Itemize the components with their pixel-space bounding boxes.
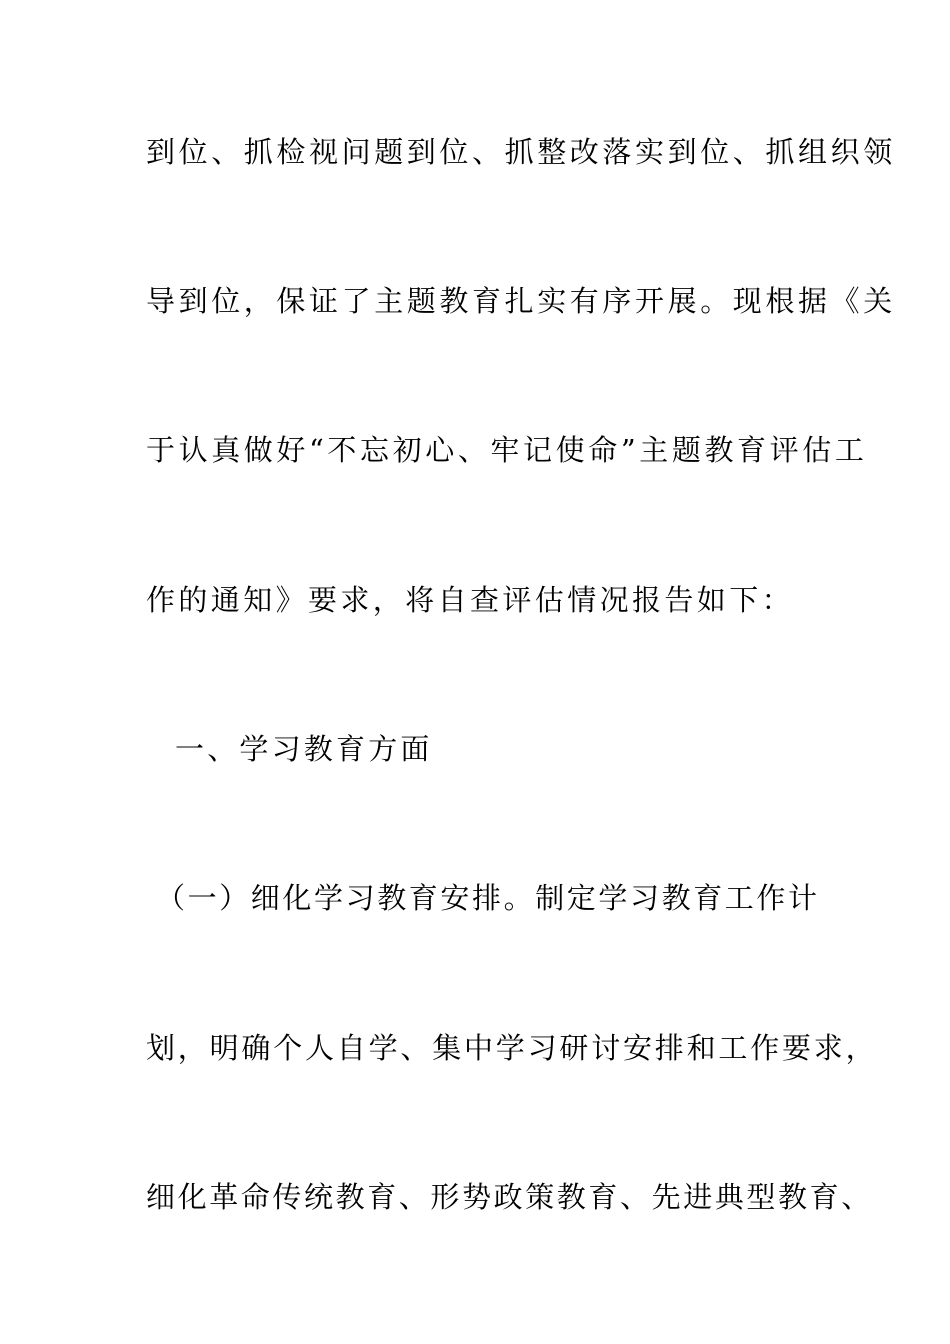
paragraph-line-8: 细化革命传统教育、形势政策教育、先进典型教育、: [146, 1180, 873, 1214]
paragraph-line-7: 划，明确个人自学、集中学习研讨安排和工作要求，: [146, 1031, 878, 1065]
paragraph-line-3: 于认真做好“不忘初心、牢记使命”主题教育评估工: [146, 433, 868, 467]
subsection-heading-line: （一）细化学习教育安排。制定学习教育工作计: [156, 881, 820, 915]
paragraph-line-1: 到位、抓检视问题到位、抓整改落实到位、抓组织领: [146, 135, 896, 169]
paragraph-line-4: 作的通知》要求，将自查评估情况报告如下：: [146, 583, 795, 617]
paragraph-line-2: 导到位，保证了主题教育扎实有序开展。现根据《关: [146, 284, 896, 318]
section-heading: 一、学习教育方面: [175, 732, 433, 766]
